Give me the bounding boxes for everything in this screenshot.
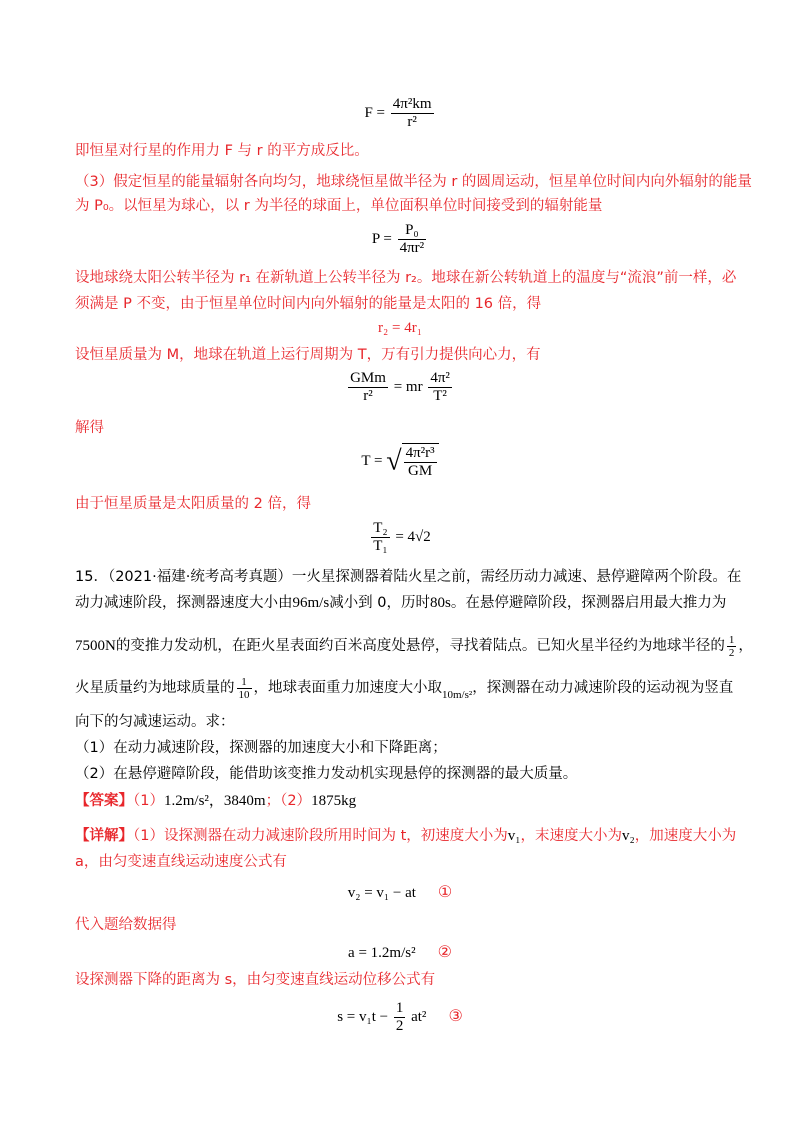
equation-period-ratio [0, 520, 800, 555]
answer-line [75, 791, 356, 811]
sqrt [386, 443, 438, 480]
question-15-part-1: （1）在动力减速阶段，探测器的加速度大小和下降距离； [75, 740, 447, 756]
text: ；（2） [265, 793, 312, 809]
detail-line-3: 代入题给数据得 [75, 917, 177, 933]
value-gravity: 10m/s² [442, 689, 473, 701]
equation-acceleration [0, 942, 800, 962]
fraction [371, 520, 389, 555]
question-15-line-4 [75, 674, 733, 709]
eq-lhs: F = [364, 104, 386, 121]
numerator: 4π²km [392, 96, 432, 112]
value-time: 80s [430, 595, 451, 611]
denominator: 2 [728, 646, 735, 659]
fraction-half [727, 634, 737, 659]
value-thrust: 7500N [75, 638, 116, 654]
denominator: GM [408, 463, 433, 479]
eq-middle: = mr [393, 378, 423, 395]
fraction [391, 96, 434, 131]
numerator: 1 [728, 633, 735, 646]
answer-label: 【答案】 [75, 793, 133, 809]
text: 。在悬停避障阶段，探测器启用最大推力为 [450, 595, 727, 611]
symbol-v2: v₂ [622, 828, 635, 844]
text: ， [738, 638, 753, 654]
numerator: GMm [350, 370, 386, 386]
text: 减小到 0，历时 [329, 595, 431, 611]
fraction [398, 222, 427, 257]
para-orbit-radius-cont: 须满是 P 不变，由于恒星单位时间内向外辐射的能量是太阳的 16 倍，得 [75, 296, 542, 312]
numerator: P₀ [398, 222, 427, 240]
fraction-left [348, 370, 388, 405]
equation-text: v₂ = v₁ − at [347, 885, 416, 901]
equation-text: a = 1.2m/s² [348, 945, 416, 961]
eq-rhs: = 4√2 [395, 528, 431, 545]
numerator: 1 [395, 1000, 404, 1016]
para-inverse-square: 即恒星对行星的作用力 F 与 r 的平方成反比。 [75, 143, 369, 159]
denominator: r² [407, 114, 417, 130]
equation-number: ③ [448, 1007, 463, 1025]
text: 的变推力发动机，在距火星表面约百米高度处悬停，寻找着陆点。已知火星半径约为地球半径的 [115, 638, 725, 654]
para-solve: 解得 [75, 420, 104, 436]
equation-number: ② [437, 944, 452, 961]
fraction [404, 445, 437, 480]
equation-velocity [0, 882, 800, 902]
eq-lhs: P = [371, 230, 392, 247]
question-15-line-5: 向下的匀减速运动。求： [75, 714, 235, 730]
numerator: 4π²r³ [405, 445, 435, 461]
text: 火星质量约为地球质量的 [75, 680, 235, 696]
denominator: 10 [238, 688, 250, 701]
equation-period [0, 443, 800, 480]
text: ，探测器在动力减速阶段的运动视为竖直 [472, 680, 734, 696]
para-mass-ratio: 由于恒星质量是太阳质量的 2 倍，得 [75, 496, 311, 512]
denominator: 2 [395, 1018, 404, 1034]
question-15-line-3 [75, 632, 753, 660]
equation-radius-ratio: r₂ = 4r₁ [378, 320, 422, 336]
denominator: r² [363, 388, 373, 404]
text: ，加速度大小为 [634, 828, 737, 844]
fraction-tenth [237, 676, 252, 701]
detail-label: 【详解】 [75, 828, 133, 844]
question-15-part-2: （2）在悬停避障阶段，能借助该变推力发动机实现悬停的探测器的最大质量。 [75, 766, 578, 782]
para-orbit-radius: 设地球绕太阳公转半径为 r₁ 在新轨道上公转半径为 r₂。地球在新公转轨道上的温度与“流浪”前一样，必 [75, 270, 737, 286]
detail-line-1 [75, 826, 736, 846]
denominator: 4πr² [399, 240, 425, 256]
detail-line-2: a，由匀变速直线运动速度公式有 [75, 854, 287, 870]
text: ，地球表面重力加速度大小取 [253, 680, 442, 696]
para-star-mass: 设恒星质量为 M，地球在轨道上运行周期为 T，万有引力提供向心力，有 [75, 347, 541, 363]
text: （1） [133, 793, 164, 809]
answer-value-2: 1875kg [311, 793, 357, 809]
text: 动力减速阶段，探测器速度大小由 [75, 595, 293, 611]
question-15-line-1: 15．（2021·福建·统考高考真题）一火星探测器着陆火星之前，需经历动力减速、悬停避障两个阶段。在 [75, 569, 742, 585]
fraction-right [428, 370, 452, 405]
numerator: T₂ [373, 520, 388, 536]
para-assumption: （3）假定恒星的能量辐射各向均匀，地球绕恒星做半径为 r 的圆周运动，恒星单位时间内向外辐射的能量 [75, 174, 752, 190]
symbol-v1: v₁ [507, 828, 521, 844]
equation-displacement [0, 1000, 800, 1035]
eq-lhs: s = v₁t − [337, 1008, 389, 1025]
para-assumption-cont: 为 P₀。以恒星为球心，以 r 为半径的球面上，单位面积单位时间接受到的辐射能量 [75, 198, 603, 214]
equation-force [0, 96, 800, 131]
value-velocity: 96m/s [292, 595, 330, 611]
equation-power [0, 222, 800, 257]
radical-sign-icon: √ [386, 445, 402, 477]
equation-number: ① [437, 884, 453, 901]
eq-lhs: T = [361, 452, 383, 469]
eq-rhs: at² [411, 1008, 427, 1025]
answer-value-1: 1.2m/s²，3840m [163, 793, 266, 809]
text: （1）设探测器在动力减速阶段所用时间为 t，初速度大小为 [133, 828, 508, 844]
numerator: 4π² [430, 370, 450, 386]
fraction [394, 1000, 406, 1035]
detail-line-4: 设探测器下降的距离为 s，由匀变速直线运动位移公式有 [75, 972, 436, 988]
denominator: T² [433, 388, 447, 404]
numerator: 1 [237, 676, 252, 689]
equation-gravity [0, 370, 800, 405]
text: ，末速度大小为 [520, 828, 623, 844]
question-15-line-2 [75, 593, 726, 613]
denominator: T₁ [373, 538, 388, 554]
